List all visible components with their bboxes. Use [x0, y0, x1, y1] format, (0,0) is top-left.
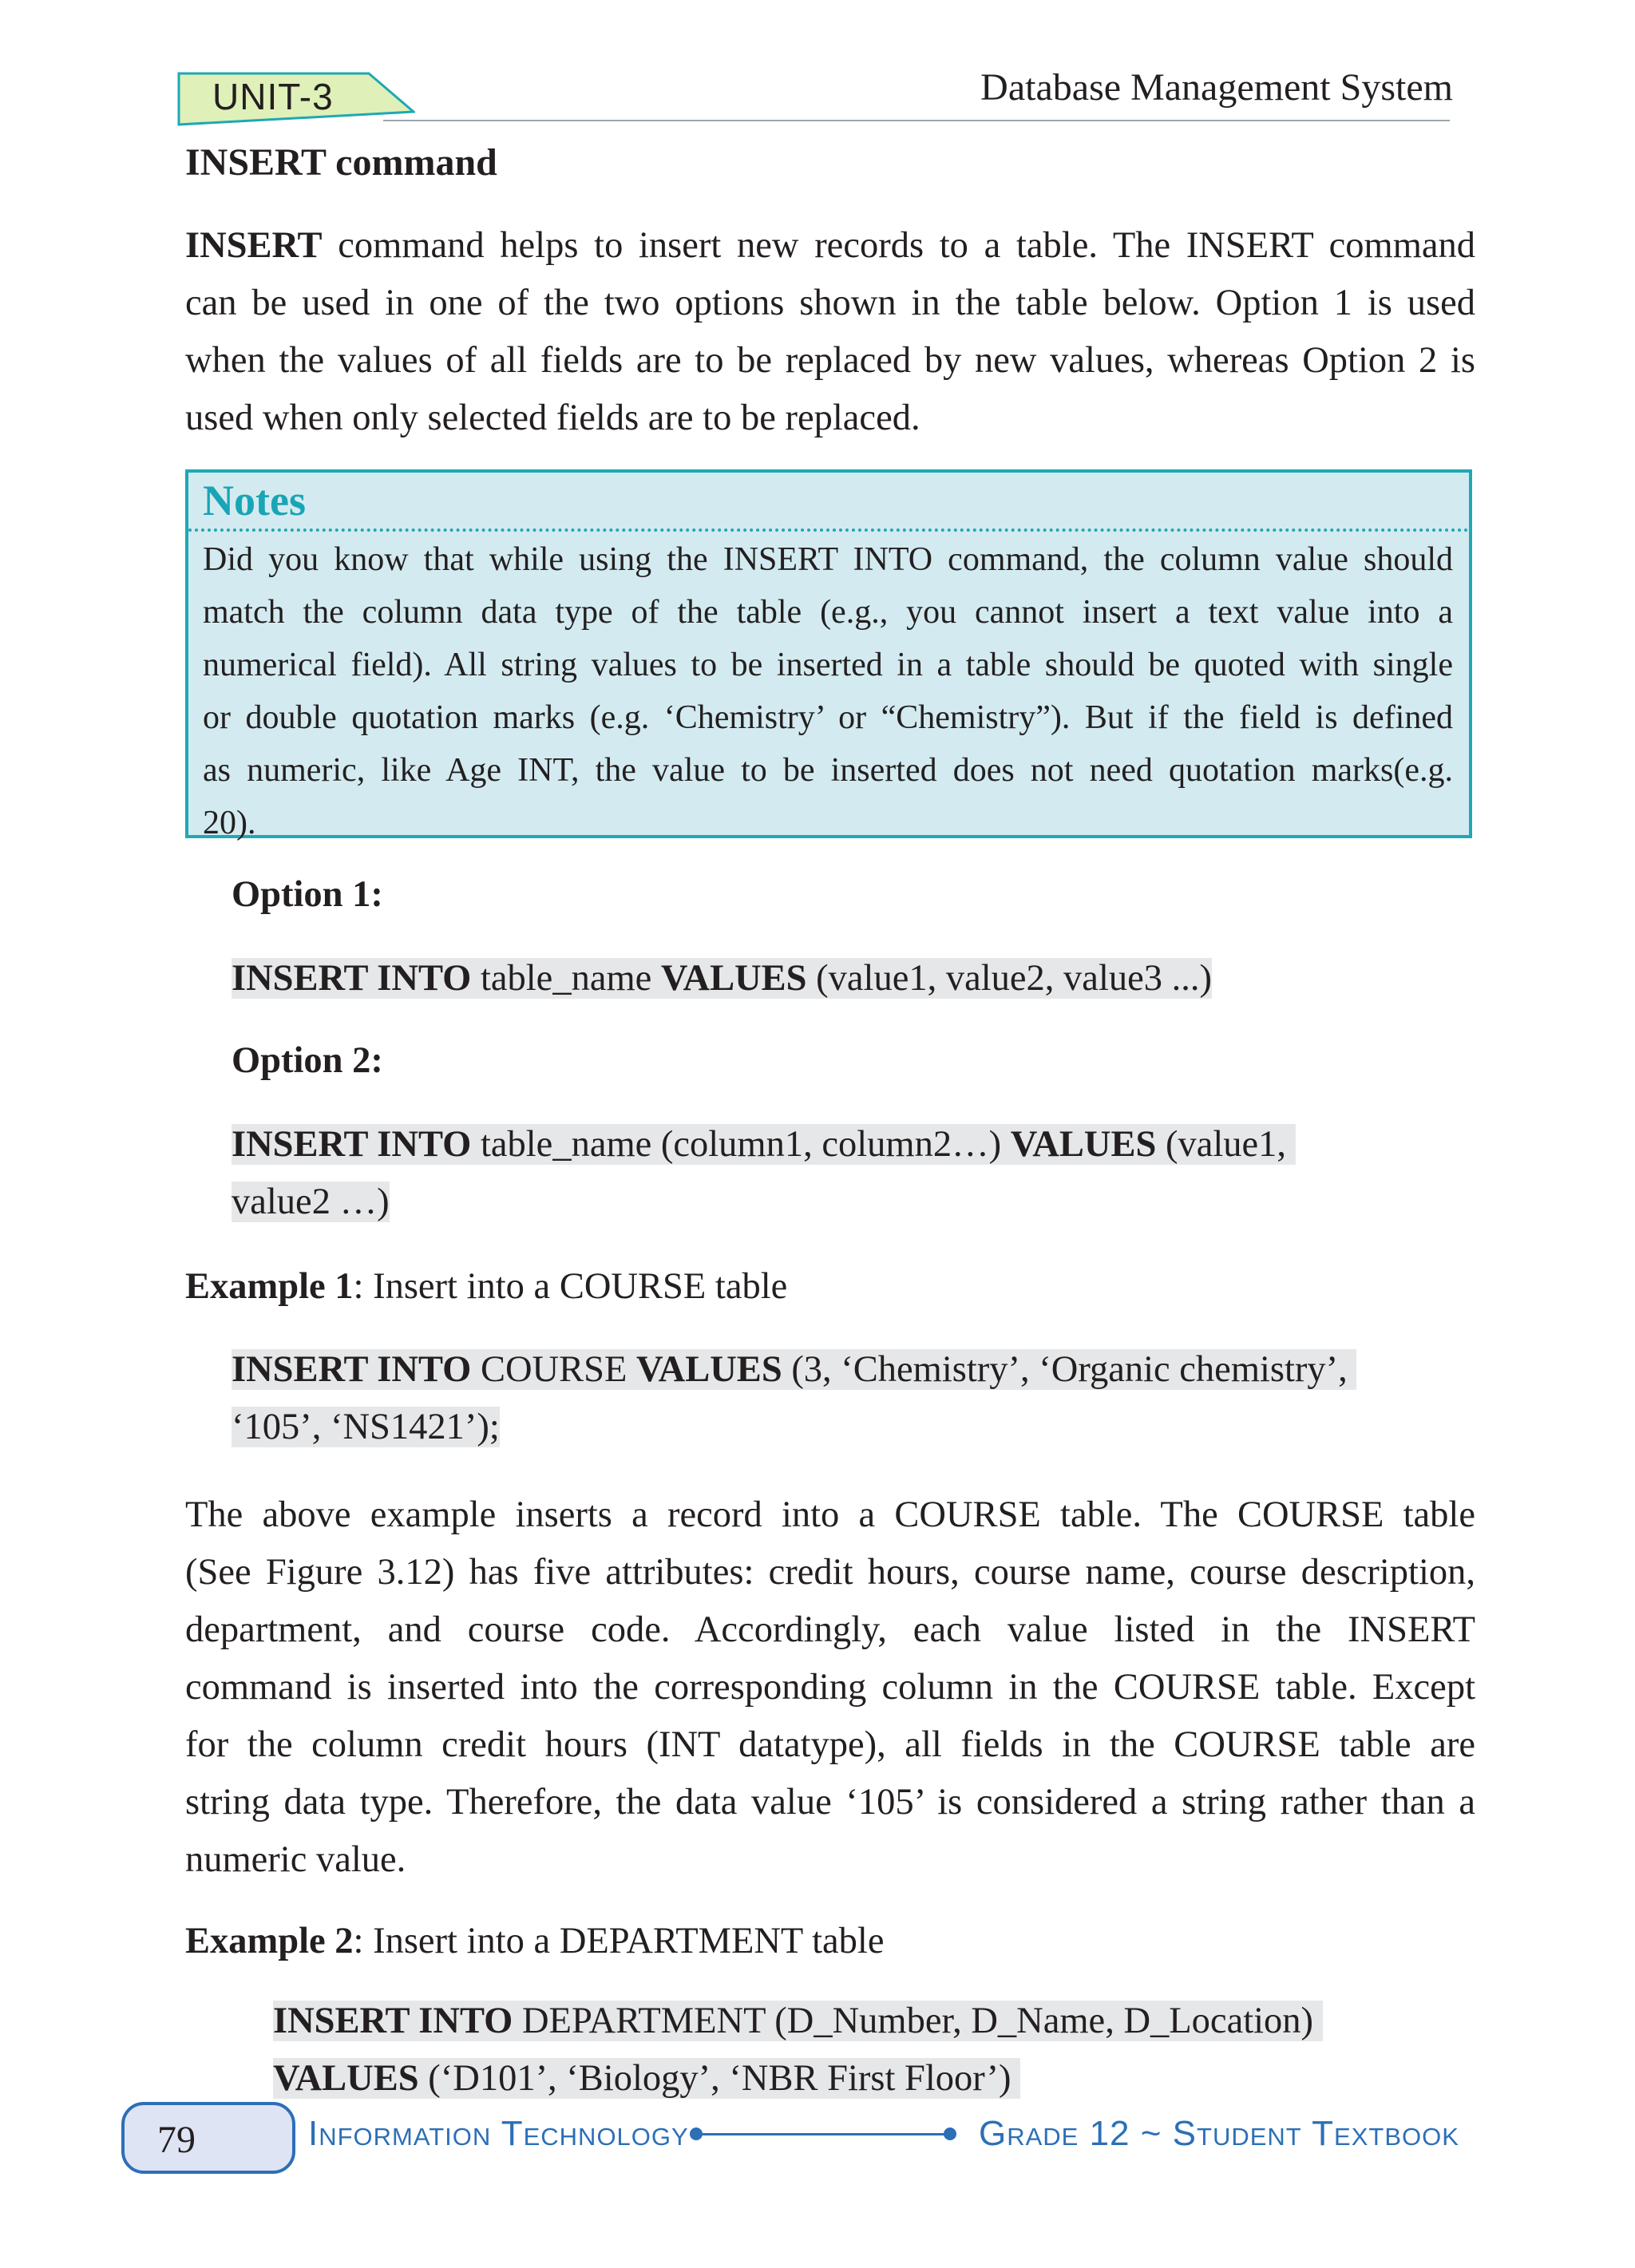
notes-body — [203, 533, 1453, 849]
unit-label: UNIT-3 — [212, 76, 334, 117]
explanation-line: for the column credit hours (INT datatype), all fields in the COURSE table are — [185, 1724, 1475, 1765]
sql-keyword: INSERT INTO — [232, 1124, 472, 1165]
intro-line: can be used in one of the two options shown in the table below. Option 1 is used — [185, 283, 1475, 323]
explanation-line: (See Figure 3.12) has five attributes: credit hours, course name, course description, — [185, 1552, 1475, 1593]
option2-code — [232, 1124, 1296, 1165]
sql-text: (value1, value2, value3 ...) — [806, 958, 1212, 999]
page-number: 79 — [157, 2119, 196, 2161]
notes-line: match the column data type of the table (e.g., you cannot insert a text value into a — [203, 594, 1453, 631]
header-divider — [383, 120, 1450, 121]
footer-connector-line — [696, 2133, 950, 2135]
footer-subject: Information Technology — [308, 2114, 689, 2153]
sql-text: DEPARTMENT (D_Number, D_Name, D_Location) — [513, 2001, 1314, 2041]
notes-title: Notes — [203, 477, 306, 524]
option2-label: Option 2: — [232, 1040, 383, 1081]
intro-line: used when only selected fields are to be replaced. — [185, 398, 920, 438]
notes-line: 20). — [203, 805, 256, 841]
section-title: INSERT command — [185, 141, 497, 184]
sql-text: (‘D101’, ‘Biology’, ‘NBR First Floor’) — [418, 2058, 1011, 2099]
footer-dot-right — [944, 2127, 956, 2140]
sql-text: table_name (column1, column2…) — [471, 1124, 1011, 1165]
notes-line: numerical field). All string values to be inserted in a table should be quoted with single — [203, 647, 1453, 683]
sql-keyword: INSERT INTO — [232, 958, 472, 999]
example1-syntax — [232, 1341, 1445, 1456]
intro-line: when the values of all fields are to be replaced by new values, whereas Option 2 is — [185, 340, 1475, 381]
example1-heading — [185, 1258, 787, 1316]
notes-line: Did you know that while using the INSERT INTO command, the column value should — [203, 541, 1453, 578]
page-number-badge — [121, 2102, 295, 2174]
option2-syntax — [232, 1116, 1413, 1231]
option1-syntax — [232, 950, 1212, 1007]
example2-heading — [185, 1913, 885, 1970]
intro-paragraph — [185, 217, 1475, 447]
notes-box — [185, 469, 1472, 841]
notes-line: as numeric, like Age INT, the value to be inserted does not need quotation marks(e.g. — [203, 752, 1453, 789]
sql-keyword: INSERT INTO — [273, 2001, 513, 2041]
unit-tab — [177, 72, 415, 126]
explanation-line: The above example inserts a record into a COURSE table. The COURSE table — [185, 1494, 1475, 1535]
explanation-paragraph — [185, 1486, 1475, 1889]
sql-text: table_name — [471, 958, 661, 999]
example2-code — [273, 2001, 1323, 2041]
header-title: Database Management System — [980, 66, 1453, 109]
example1-code-cont: ‘105’, ‘NS1421’); — [232, 1407, 500, 1447]
example1-label: Example 1 — [185, 1266, 354, 1307]
sql-text: (value1, — [1156, 1124, 1287, 1165]
example2-label: Example 2 — [185, 1921, 354, 1961]
explanation-line: command is inserted into the corresponding column in the COURSE table. Except — [185, 1667, 1475, 1708]
sql-text: COURSE — [471, 1349, 637, 1390]
example2-code-cont — [273, 2058, 1020, 2099]
notes-line: or double quotation marks (e.g. ‘Chemistry’ or “Chemistry”). But if the field is defined — [203, 699, 1453, 736]
example2-desc: : Insert into a DEPARTMENT table — [353, 1921, 885, 1961]
intro-line-text: command helps to insert new records to a table. The INSERT command — [322, 225, 1475, 266]
footer-grade: Grade 12 ~ Student Textbook — [979, 2114, 1459, 2153]
intro-line — [185, 217, 1475, 275]
example1-desc: : Insert into a COURSE table — [353, 1266, 788, 1307]
sql-keyword: VALUES — [660, 958, 807, 999]
sql-keyword: INSERT INTO — [232, 1349, 472, 1390]
intro-lead: INSERT — [185, 225, 323, 266]
explanation-line: numeric value. — [185, 1839, 406, 1880]
explanation-line: string data type. Therefore, the data value ‘105’ is considered a string rather than a — [185, 1782, 1475, 1823]
sql-keyword: VALUES — [636, 1349, 782, 1390]
sql-keyword: VALUES — [1010, 1124, 1157, 1165]
notes-dotted-divider — [188, 528, 1469, 532]
sql-text: (3, ‘Chemistry’, ‘Organic chemistry’, — [782, 1349, 1348, 1390]
option1-label: Option 1: — [232, 874, 383, 915]
sql-keyword: VALUES — [273, 2058, 419, 2099]
option2-code-cont: value2 …) — [232, 1181, 390, 1222]
option1-code — [232, 958, 1212, 999]
example2-syntax — [273, 1993, 1323, 2108]
explanation-line: department, and course code. Accordingly, each value listed in the INSERT — [185, 1609, 1475, 1650]
example1-code — [232, 1349, 1356, 1390]
